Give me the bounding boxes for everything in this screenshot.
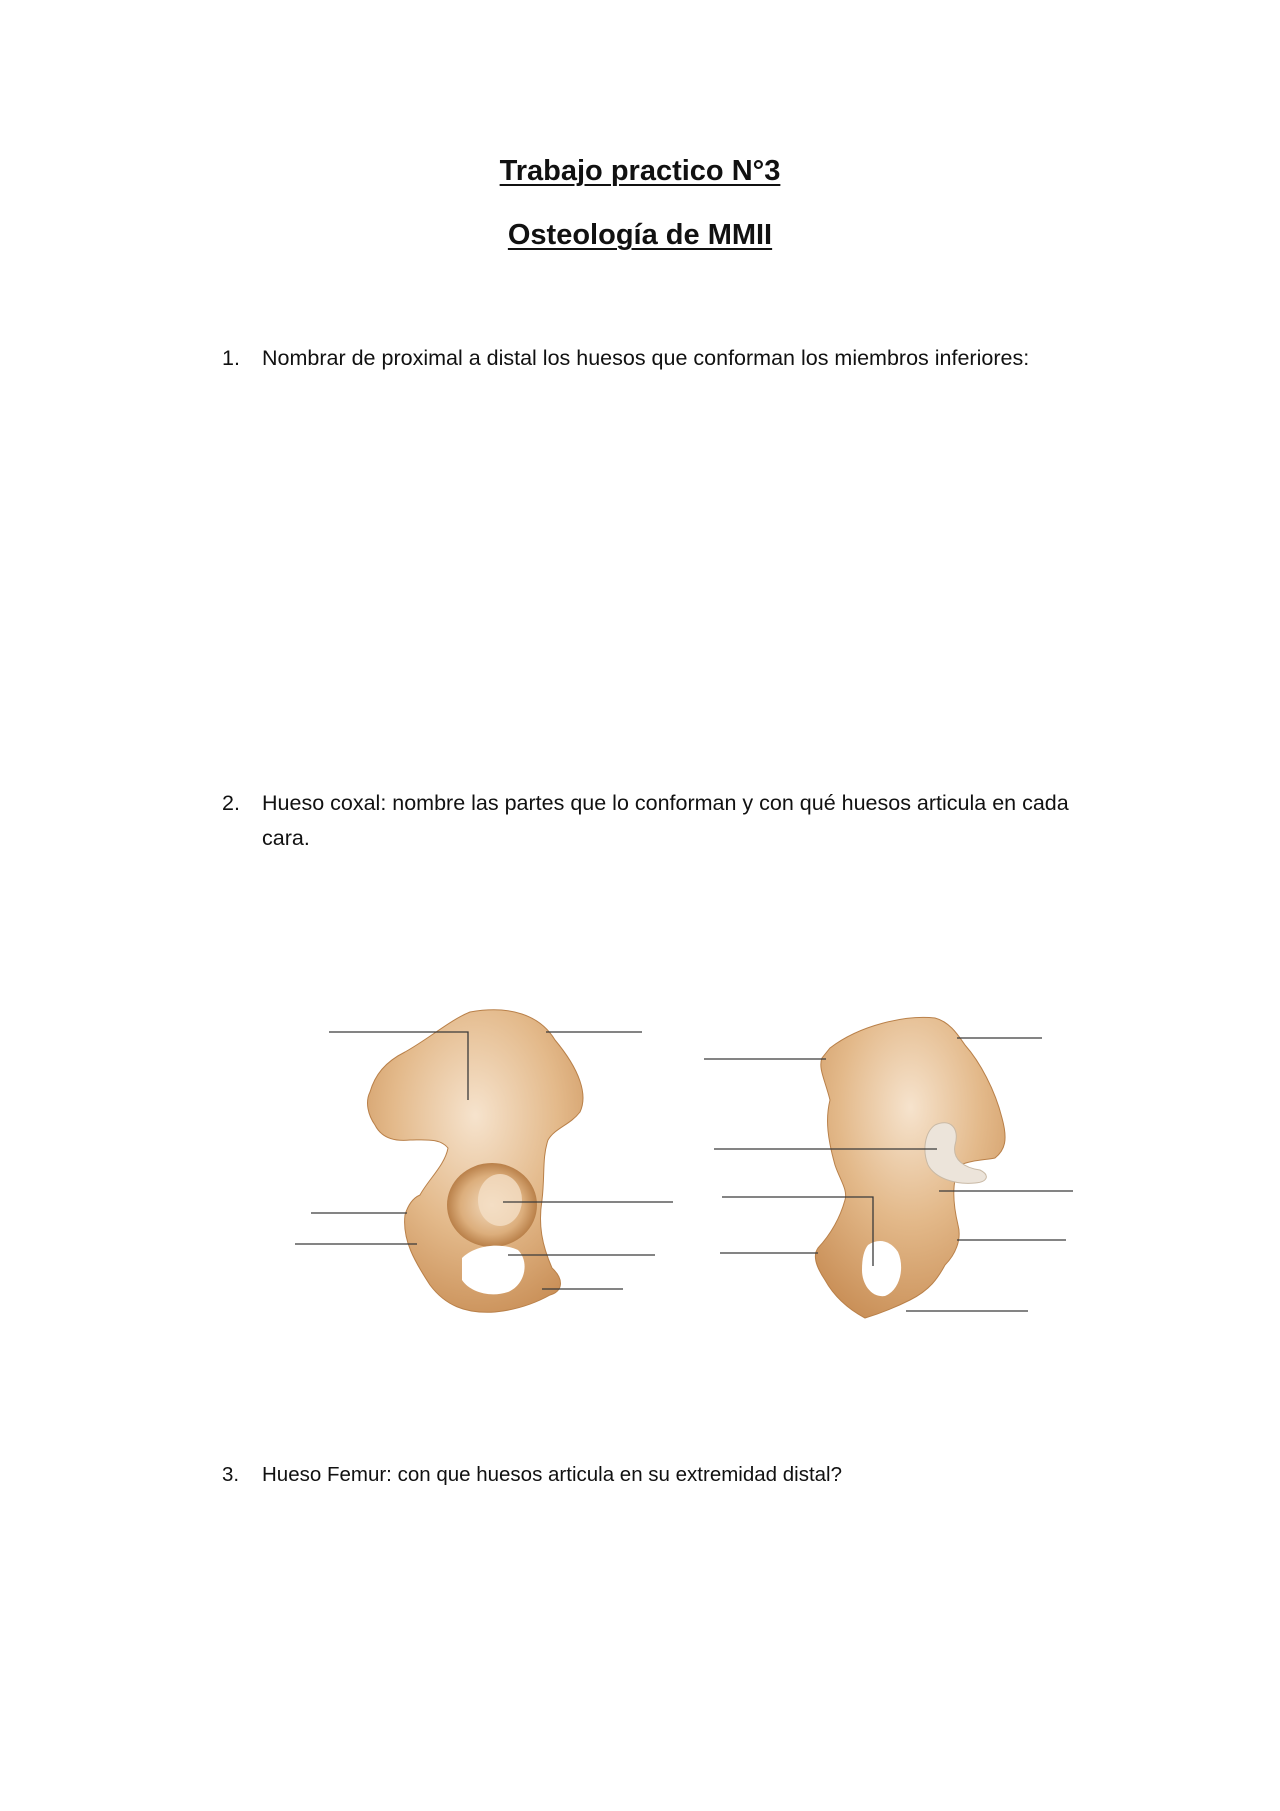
page-title-2: Osteología de MMII [507, 219, 773, 251]
hip-bone-lateral-illustration [280, 1000, 700, 1340]
question-3 [222, 1457, 1102, 1492]
question-number: 2. [222, 791, 240, 815]
question-number: 1. [222, 346, 240, 370]
question-2 [222, 786, 1102, 856]
hip-bone-medial-illustration [690, 1000, 1110, 1340]
question-1 [222, 341, 1102, 376]
question-text: Nombrar de proximal a distal los huesos que conforman los miembros inferiores: [262, 346, 1030, 370]
question-text: Hueso coxal: nombre las partes que lo conforman y con qué huesos articula en cada cara. [262, 791, 1069, 850]
page-title-1: Trabajo practico N°3 [499, 155, 781, 187]
hip-bone-lateral-figure [280, 1000, 700, 1340]
question-number: 3. [222, 1463, 240, 1486]
question-text: Hueso Femur: con que huesos articula en su extremidad distal? [262, 1463, 843, 1486]
hip-bone-medial-figure [690, 1000, 1110, 1340]
